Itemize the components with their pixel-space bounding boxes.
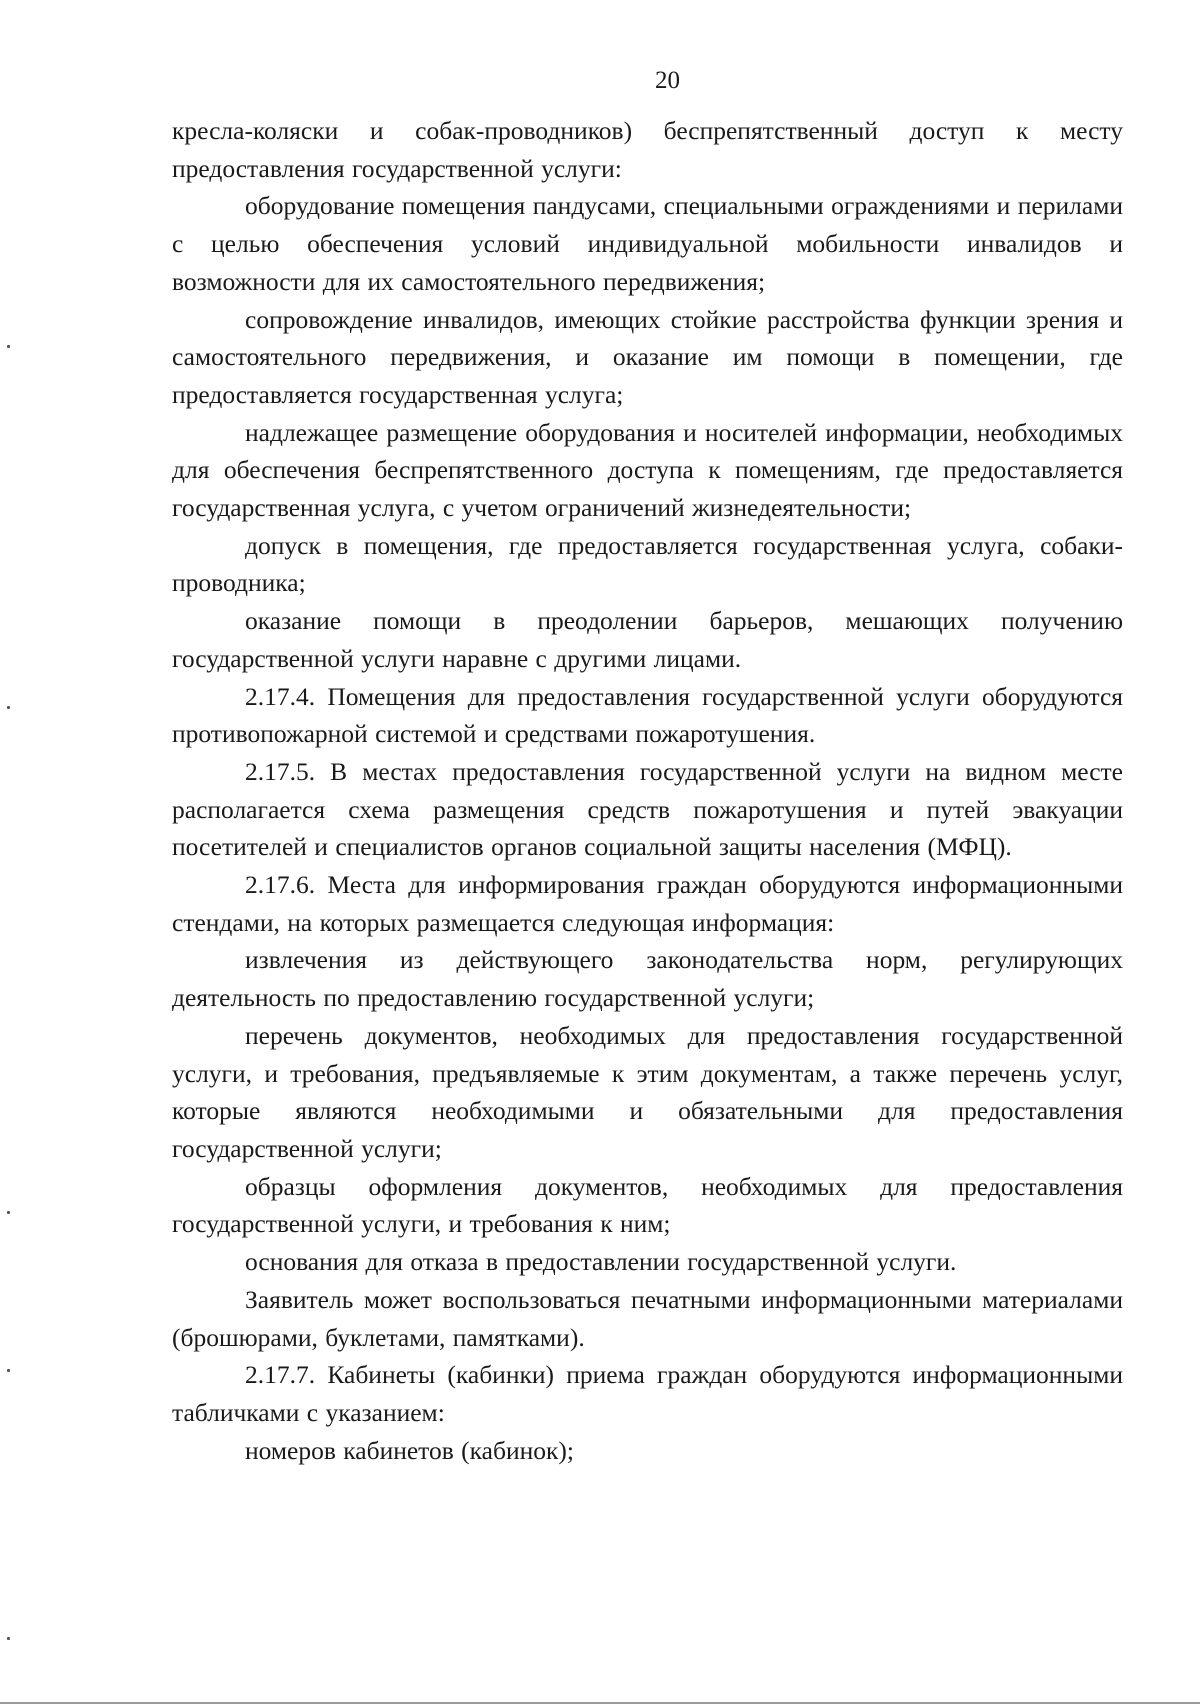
paragraph-2-17-5: 2.17.5. В местах предоставления государственной услуги на видном месте располагается схема размещения средств пожаротушения и путей эвакуации посетителей и специалистов органов социальной защиты населения (МФЦ). — [172, 756, 1123, 862]
paragraph-equipment-ramps: оборудование помещения пандусами, специальными ограждениями и перилами с целью обеспечения условий индивидуальной мобильности инвалидов и возможности для их самостоятельного передвижения; — [172, 191, 1123, 296]
scan-speck — [7, 1637, 10, 1640]
paragraph-2-17-4: 2.17.4. Помещения для предоставления государственной услуги оборудуются противопожарной системой и средствами пожаротушения. — [172, 681, 1123, 749]
paragraph-2-17-6: 2.17.6. Места для информирования граждан оборудуются информационными стендами, на которых размещается следующая информация: — [172, 870, 1123, 937]
paragraph-barrier-assistance: оказание помощи в преодолении барьеров, мешающих получению государственной услуги наравне с другими лицами. — [172, 606, 1123, 673]
paragraph-escort-disabled: сопровождение инвалидов, имеющих стойкие расстройства функции зрения и самостоятельного передвижения, и оказание им помощи в помещении, где предоставляется государственная услуга; — [172, 304, 1123, 409]
paragraph-document-list: перечень документов, необходимых для предоставления государственной услуги, и требования, предъявляемые к этим документам, а также перечень услуг, которые являются необходимыми и обязательными для предоставления государственной услуги; — [172, 1020, 1123, 1163]
scan-speck — [7, 706, 10, 709]
paragraph-document-samples: образцы оформления документов, необходимых для предоставления государственной услуги, и требования к ним; — [172, 1171, 1123, 1239]
paragraph-printed-materials: Заявитель может воспользоваться печатными информационными материалами (брошюрами, буклетами, памятками). — [172, 1284, 1123, 1352]
document-body — [172, 112, 1123, 1469]
paragraph-equipment-placement: надлежащее размещение оборудования и носителей информации, необходимых для обеспечения беспрепятственного доступа к помещениям, где предоставляется государственная услуга, с учетом ограничений жизнедеятельности; — [172, 417, 1123, 523]
paragraph-2-17-7: 2.17.7. Кабинеты (кабинки) приема граждан оборудуются информационными табличками с указанием: — [172, 1360, 1123, 1427]
paragraph-legislation-extracts: извлечения из действующего законодательства норм, регулирующих деятельность по предоставлению государственной услуги; — [172, 945, 1123, 1013]
page-number: 20 — [655, 67, 680, 94]
scan-speck — [7, 1369, 10, 1372]
paragraph-refusal-grounds: основания для отказа в предоставлении государственной услуги. — [245, 1247, 957, 1277]
paragraph-guide-dog-access: допуск в помещения, где предоставляется государственная услуга, собаки-проводника; — [172, 530, 1123, 598]
paragraph-room-numbers: номеров кабинетов (кабинок); — [245, 1435, 574, 1465]
scan-speck — [7, 345, 10, 348]
scan-speck — [7, 1211, 10, 1214]
paragraph-continuation: кресла-коляски и собак-проводников) беспрепятственный доступ к месту предоставления государственной услуги: — [172, 116, 1123, 183]
